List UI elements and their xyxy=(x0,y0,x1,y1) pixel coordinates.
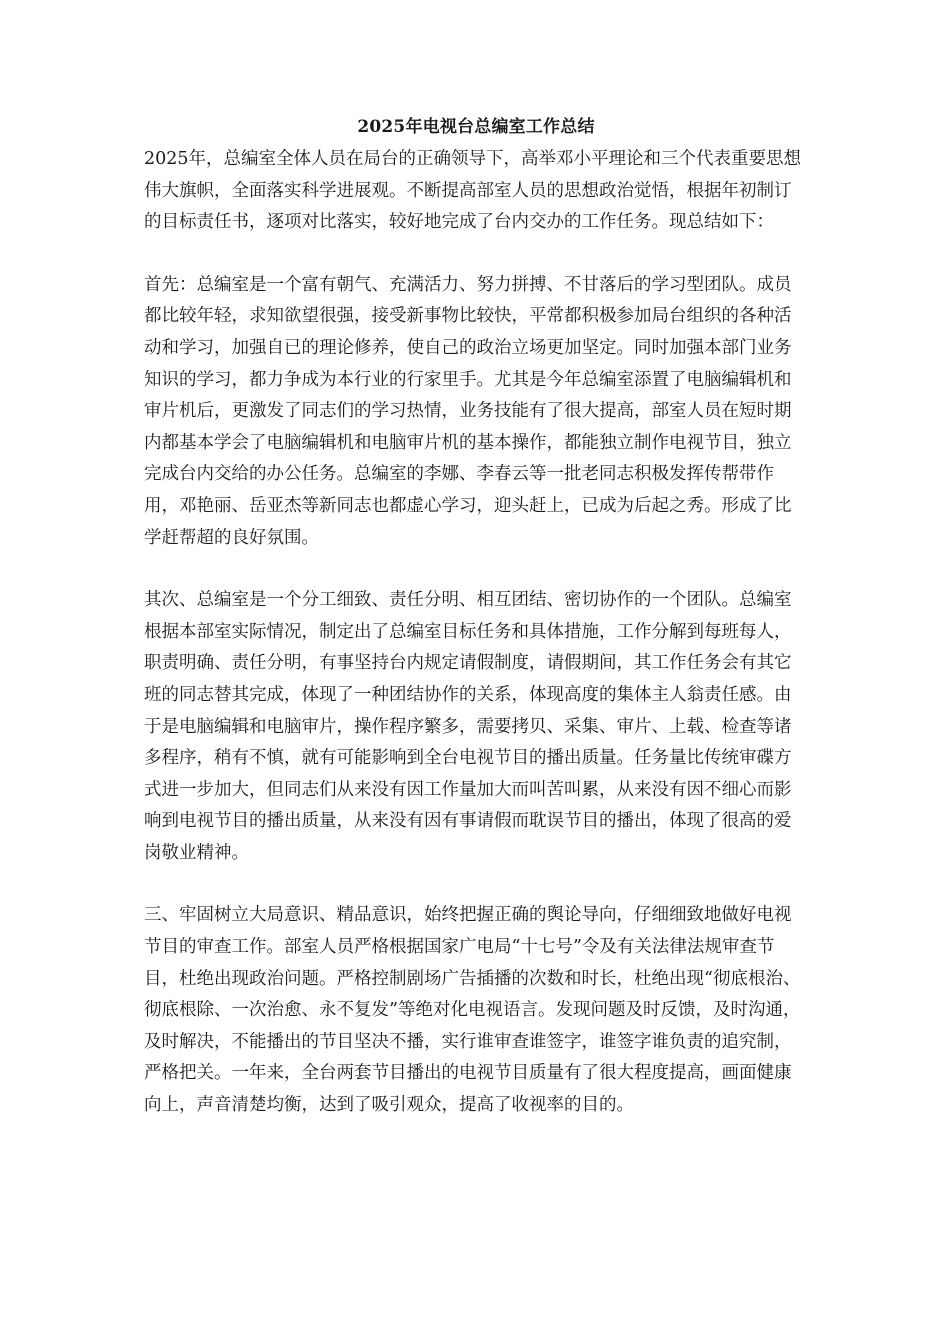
paragraph-spacer xyxy=(144,554,808,585)
document-page xyxy=(144,112,808,1122)
paragraph-first: 首先：总编室是一个富有朝气、充满活力、努力拼搏、不甘落后的学习型团队。成员都比较年轻，求知欲望很强，接受新事物比较快，平常都积极参加局台组织的各种活动和学习，加强自已的理论修养，使自己的政治立场更加坚定。同时加强本部门业务知识的学习，都力争成为本行业的行家里手。尤其是今年总编室添置了电脑编辑机和审片机后，更激发了同志们的学习热情，业务技能有了很大提高，部室人员在短时期内都基本学会了电脑编辑机和电脑审片机的基本操作，都能独立制作电视节目，独立完成台内交给的办公任务。总编室的李娜、李春云等一批老同志积极发挥传帮带作用，邓艳丽、岳亚杰等新同志也都虚心学习，迎头赶上，已成为后起之秀。形成了比学赶帮超的良好氛围。 xyxy=(144,274,792,548)
paragraph-intro: 2025年，总编室全体人员在局台的正确领导下，高举邓小平理论和三个代表重要思想伟大旗帜，全面落实科学进展观。不断提高部室人员的思想政治觉悟，根据年初制订的目标责任书，逐项对比落实，较好地完成了台内交办的工作任务。现总结如下： xyxy=(144,149,802,233)
paragraph-spacer xyxy=(144,239,808,270)
paragraph-spacer xyxy=(144,869,808,900)
paragraph-second: 其次、总编室是一个分工细致、责任分明、相互团结、密切协作的一个团队。总编室根据本部室实际情况，制定出了总编室目标任务和具体措施，工作分解到每班每人，职责明确、责任分明，有事坚持台内规定请假制度，请假期间，其工作任务会有其它班的同志替其完成，体现了一种团结协作的关系，体现高度的集体主人翁责任感。由于是电脑编辑和电脑审片，操作程序繁多，需要拷贝、采集、审片、上载、检查等诸多程序，稍有不慎，就有可能影响到全台电视节目的播出质量。任务量比传统审碟方式进一步加大，但同志们从来没有因工作量加大而叫苦叫累，从来没有因不细心而影响到电视节目的播出质量，从来没有因有事请假而耽误节目的播出，体现了很高的爱岗敬业精神。 xyxy=(144,590,792,863)
paragraph-third: 三、牢固树立大局意识、精品意识，始终把握正确的舆论导向，仔细细致地做好电视节目的审查工作。部室人员严格根据国家广电局“十七号”令及有关法律法规审查节目，杜绝出现政治问题。严格控制剧场广告插播的次数和时长，杜绝出现“彻底根治、彻底根除、一次治愈、永不复发”等绝对化电视语言。发现问题及时反馈，及时沟通，及时解决，不能播出的节目坚决不播，实行谁审查谁签字，谁签字谁负责的追究制，严格把关。一年来，全台两套节目播出的电视节目质量有了很大程度提高，画面健康向上，声音清楚均衡，达到了吸引观众，提高了收视率的目的。 xyxy=(144,905,801,1116)
document-title: 2025年电视台总编室工作总结 xyxy=(357,117,595,137)
